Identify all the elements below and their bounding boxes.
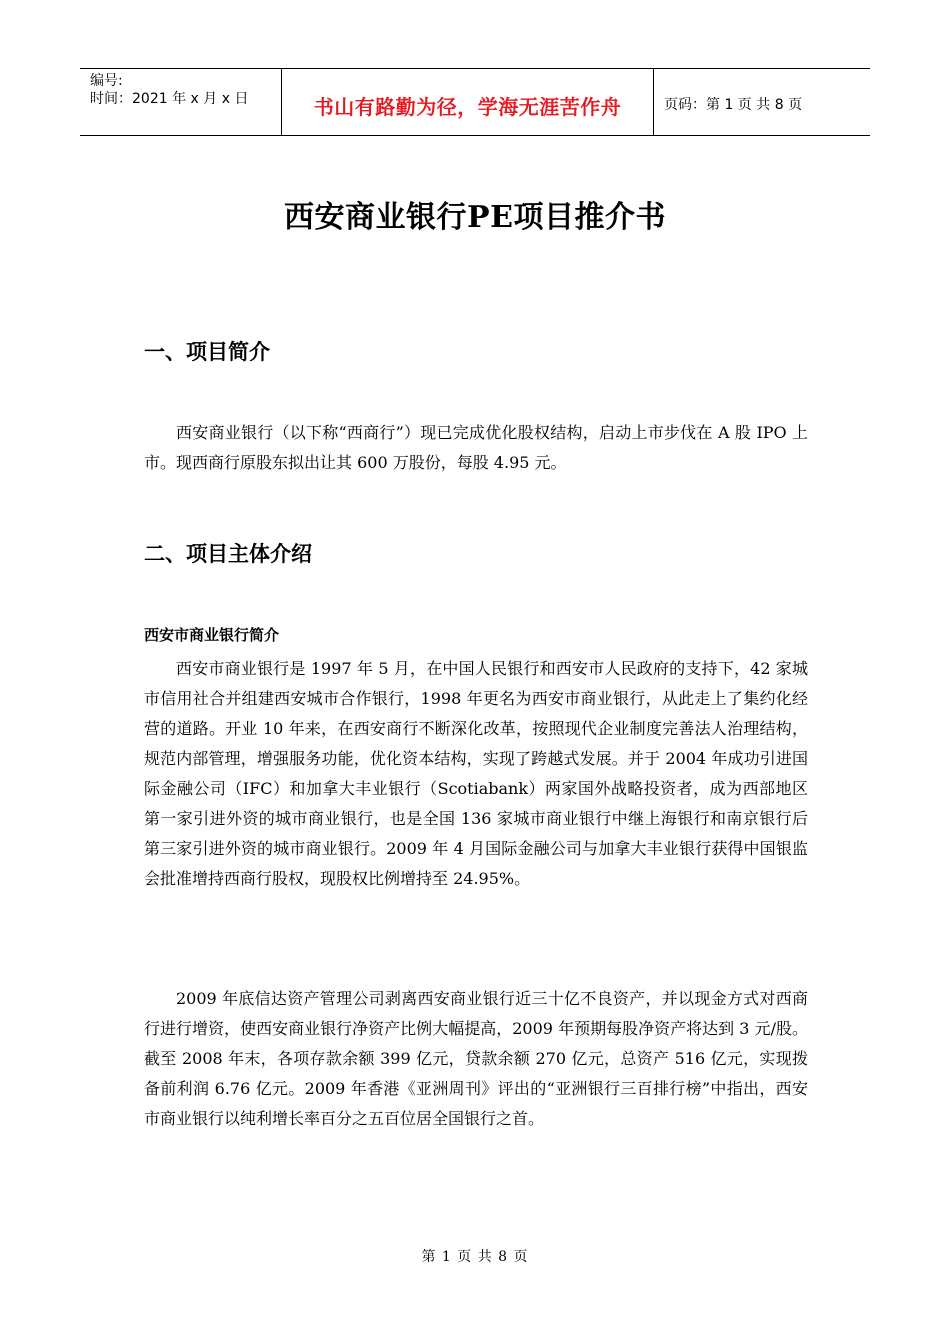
header-motto-cell: [282, 69, 654, 135]
header-page-cell: [654, 69, 870, 135]
bank-history-paragraph: 西安市商业银行是 1997 年 5 月，在中国人民银行和西安市人民政府的支持下，42 家城市信用社合并组建西安城市合作银行，1998 年更名为西安市商业银行，从此走上了集约化经营的道路。开业 10 年来，在西安商行不断深化改革，按照现代企业制度完善法人治理结构，规范内部管理，增强服务功能，优化资本结构，实现了跨越式发展。并于 2004 年成功引进国际金融公司（IFC）和加拿大丰业银行（Scotiabank）两家国外战略投资者，成为西部地区第一家引进外资的城市商业银行，也是全国 136 家城市商业银行中继上海银行和南京银行后第三家引进外资的城市商业银行。2009 年 4 月国际金融公司与加拿大丰业银行获得中国银监会批准增持西商行股权，现股权比例增持至 24.95%。: [144, 659, 808, 888]
bank-financials-paragraph: 2009 年底信达资产管理公司剥离西安商业银行近三十亿不良资产，并以现金方式对西商行进行增资，使西安商业银行净资产比例大幅提高，2009 年预期每股净资产将达到 3 元/股。截至 2008 年末，各项存款余额 399 亿元，贷款余额 270 亿元，总资产 516 亿元，实现拨备前利润 6.76 亿元。2009 年香港《亚洲周刊》评出的“亚洲银行三百排行榜”中指出，西安市商业银行以纯利增长率百分之五百位居全国银行之首。: [144, 989, 808, 1128]
header-page-info: 页码：第 1 页 共 8 页: [664, 97, 803, 113]
header-motto: 书山有路勤为径，学海无涯苦作舟: [313, 94, 622, 119]
header-meta-cell: [80, 69, 282, 135]
overview-paragraph: 西安商业银行（以下称“西商行”）现已完成优化股权结构，启动上市步伐在 A 股 IPO 上市。现西商行原股东拟出让其 600 万股份，每股 4.95 元。: [144, 423, 808, 472]
bank-intro-subheading: 西安市商业银行简介: [144, 626, 280, 644]
section-heading-entity: 二、项目主体介绍: [144, 542, 312, 566]
page-header: [80, 68, 870, 136]
document-title: 西安商业银行PE项目推介书: [284, 200, 666, 235]
document-number-label: 编号:: [90, 73, 123, 89]
page-footer: 第 1 页 共 8 页: [421, 1249, 529, 1265]
document-date: 时间：2021 年 x 月 x 日: [90, 91, 249, 107]
section-heading-overview: 一、项目简介: [144, 340, 270, 364]
